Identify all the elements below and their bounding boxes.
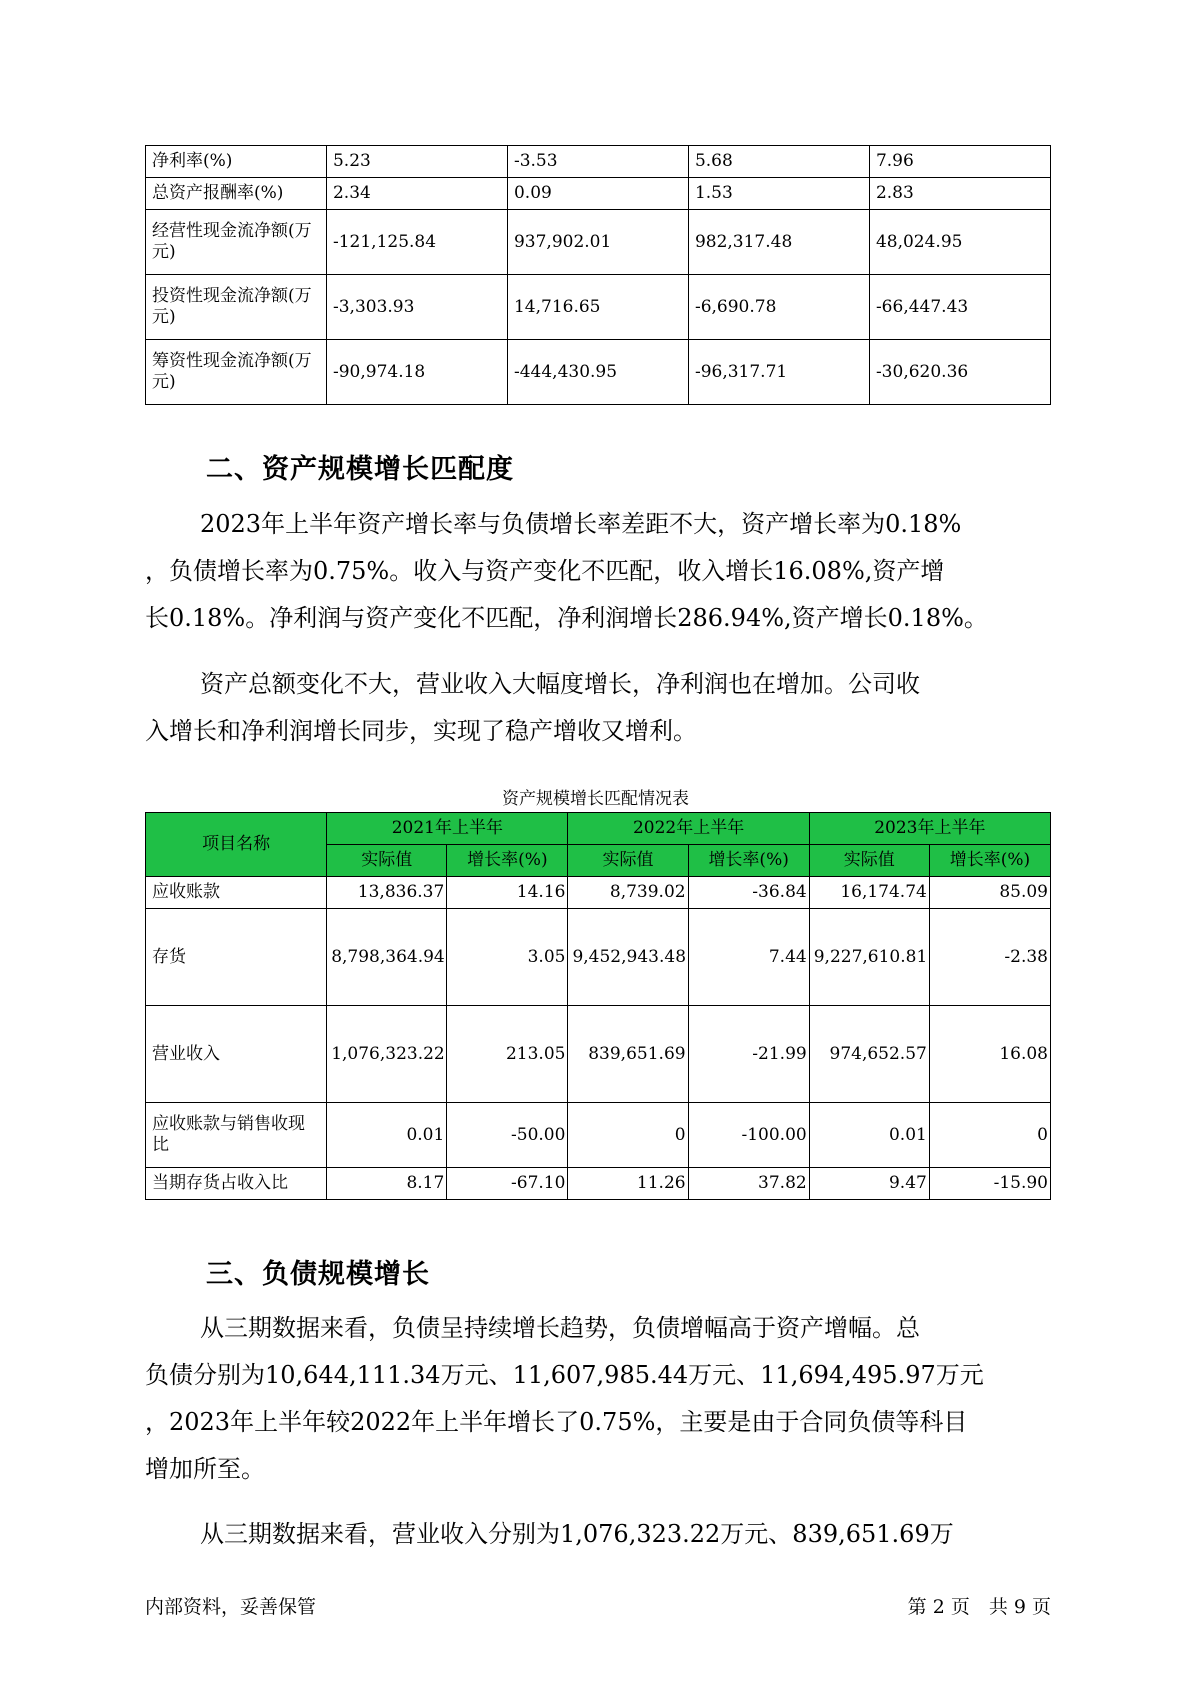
cell-value: -15.90 <box>929 1168 1050 1200</box>
cell-value: -66,447.43 <box>869 275 1050 340</box>
paragraph-line: ，2023年上半年较2022年上半年增长了0.75%，主要是由于合同负债等科目 <box>145 1408 968 1436</box>
row-label: 营业收入 <box>146 1006 327 1103</box>
cell-value: 0 <box>929 1103 1050 1168</box>
cell-value: 2.34 <box>326 178 507 210</box>
table-row <box>146 178 1051 210</box>
column-header: 实际值 <box>327 845 447 877</box>
table-row <box>146 1103 1051 1168</box>
cell-value: -121,125.84 <box>326 210 507 275</box>
column-header: 项目名称 <box>146 813 327 877</box>
cell-value: 11.26 <box>568 1168 688 1200</box>
cell-value: 1,076,323.22 <box>327 1006 447 1103</box>
row-label: 当期存货占收入比 <box>146 1168 327 1200</box>
cell-value: 0 <box>568 1103 688 1168</box>
column-header: 增长率(%) <box>447 845 568 877</box>
cell-value: -90,974.18 <box>326 340 507 405</box>
paragraph-line: 资产总额变化不大，营业收入大幅度增长，净利润也在增加。公司收 <box>200 670 920 698</box>
row-label: 净利率(%) <box>146 146 327 178</box>
cell-value: 937,902.01 <box>507 210 688 275</box>
row-label: 筹资性现金流净额(万元) <box>146 340 327 405</box>
row-label: 应收账款 <box>146 877 327 909</box>
row-label: 应收账款与销售收现比 <box>146 1103 327 1168</box>
cell-value: -100.00 <box>688 1103 809 1168</box>
paragraph-line: ，负债增长率为0.75%。收入与资产变化不匹配，收入增长16.08%,资产增 <box>145 557 945 585</box>
financial-indicators-table <box>145 145 1051 405</box>
paragraph-line: 2023年上半年资产增长率与负债增长率差距不大，资产增长率为0.18% <box>200 510 962 538</box>
cell-value: 7.96 <box>869 146 1050 178</box>
section-heading: 二、资产规模增长匹配度 <box>206 454 514 485</box>
column-header: 实际值 <box>809 845 929 877</box>
cell-value: -21.99 <box>688 1006 809 1103</box>
cell-value: 9,227,610.81 <box>809 909 929 1006</box>
cell-value: -50.00 <box>447 1103 568 1168</box>
cell-value: 8,798,364.94 <box>327 909 447 1006</box>
cell-value: 982,317.48 <box>688 210 869 275</box>
cell-value: 2.83 <box>869 178 1050 210</box>
table-row <box>146 1168 1051 1200</box>
cell-value: 16,174.74 <box>809 877 929 909</box>
cell-value: -96,317.71 <box>688 340 869 405</box>
column-header: 增长率(%) <box>688 845 809 877</box>
table-header-row <box>146 813 1051 845</box>
cell-value: -3.53 <box>507 146 688 178</box>
cell-value: 14,716.65 <box>507 275 688 340</box>
paragraph-line: 入增长和净利润增长同步，实现了稳产增收又增利。 <box>145 717 697 745</box>
table-row <box>146 210 1051 275</box>
paragraph-line: 长0.18%。净利润与资产变化不匹配，净利润增长286.94%,资产增长0.18%。 <box>145 604 988 632</box>
row-label: 存货 <box>146 909 327 1006</box>
cell-value: 5.68 <box>688 146 869 178</box>
cell-value: -6,690.78 <box>688 275 869 340</box>
row-label: 总资产报酬率(%) <box>146 178 327 210</box>
cell-value: 14.16 <box>447 877 568 909</box>
cell-value: 8,739.02 <box>568 877 688 909</box>
cell-value: 5.23 <box>326 146 507 178</box>
paragraph-line: 从三期数据来看，负债呈持续增长趋势，负债增幅高于资产增幅。总 <box>200 1314 920 1342</box>
table-row <box>146 340 1051 405</box>
cell-value: 85.09 <box>929 877 1050 909</box>
column-header: 实际值 <box>568 845 688 877</box>
period-header: 2021年上半年 <box>327 813 568 845</box>
cell-value: -36.84 <box>688 877 809 909</box>
table-row <box>146 275 1051 340</box>
cell-value: 213.05 <box>447 1006 568 1103</box>
cell-value: -444,430.95 <box>507 340 688 405</box>
row-label: 经营性现金流净额(万元) <box>146 210 327 275</box>
cell-value: 8.17 <box>327 1168 447 1200</box>
row-label: 投资性现金流净额(万元) <box>146 275 327 340</box>
cell-value: -3,303.93 <box>326 275 507 340</box>
footer-confidential-note: 内部资料，妥善保管 <box>145 1596 317 1618</box>
cell-value: 9,452,943.48 <box>568 909 688 1006</box>
cell-value: 7.44 <box>688 909 809 1006</box>
cell-value: -30,620.36 <box>869 340 1050 405</box>
cell-value: 16.08 <box>929 1006 1050 1103</box>
paragraph-line: 从三期数据来看，营业收入分别为1,076,323.22万元、839,651.69万 <box>200 1520 954 1548</box>
cell-value: 37.82 <box>688 1168 809 1200</box>
footer-page-number: 第 2 页 共 9 页 <box>907 1596 1051 1618</box>
table-row <box>146 146 1051 178</box>
table-caption: 资产规模增长匹配情况表 <box>502 789 689 809</box>
cell-value: 1.53 <box>688 178 869 210</box>
cell-value: -67.10 <box>447 1168 568 1200</box>
column-header: 增长率(%) <box>929 845 1050 877</box>
asset-match-table <box>145 812 1051 1200</box>
paragraph-line: 增加所至。 <box>145 1455 265 1483</box>
cell-value: 48,024.95 <box>869 210 1050 275</box>
section-heading: 三、负债规模增长 <box>206 1259 430 1290</box>
cell-value: 3.05 <box>447 909 568 1006</box>
paragraph-line: 负债分别为10,644,111.34万元、11,607,985.44万元、11,694,495.97万元 <box>145 1361 984 1389</box>
cell-value: 13,836.37 <box>327 877 447 909</box>
cell-value: 9.47 <box>809 1168 929 1200</box>
cell-value: 0.01 <box>809 1103 929 1168</box>
period-header: 2023年上半年 <box>809 813 1050 845</box>
cell-value: 974,652.57 <box>809 1006 929 1103</box>
table-row <box>146 877 1051 909</box>
table-row <box>146 1006 1051 1103</box>
cell-value: -2.38 <box>929 909 1050 1006</box>
cell-value: 839,651.69 <box>568 1006 688 1103</box>
cell-value: 0.01 <box>327 1103 447 1168</box>
cell-value: 0.09 <box>507 178 688 210</box>
period-header: 2022年上半年 <box>568 813 809 845</box>
table-row <box>146 909 1051 1006</box>
